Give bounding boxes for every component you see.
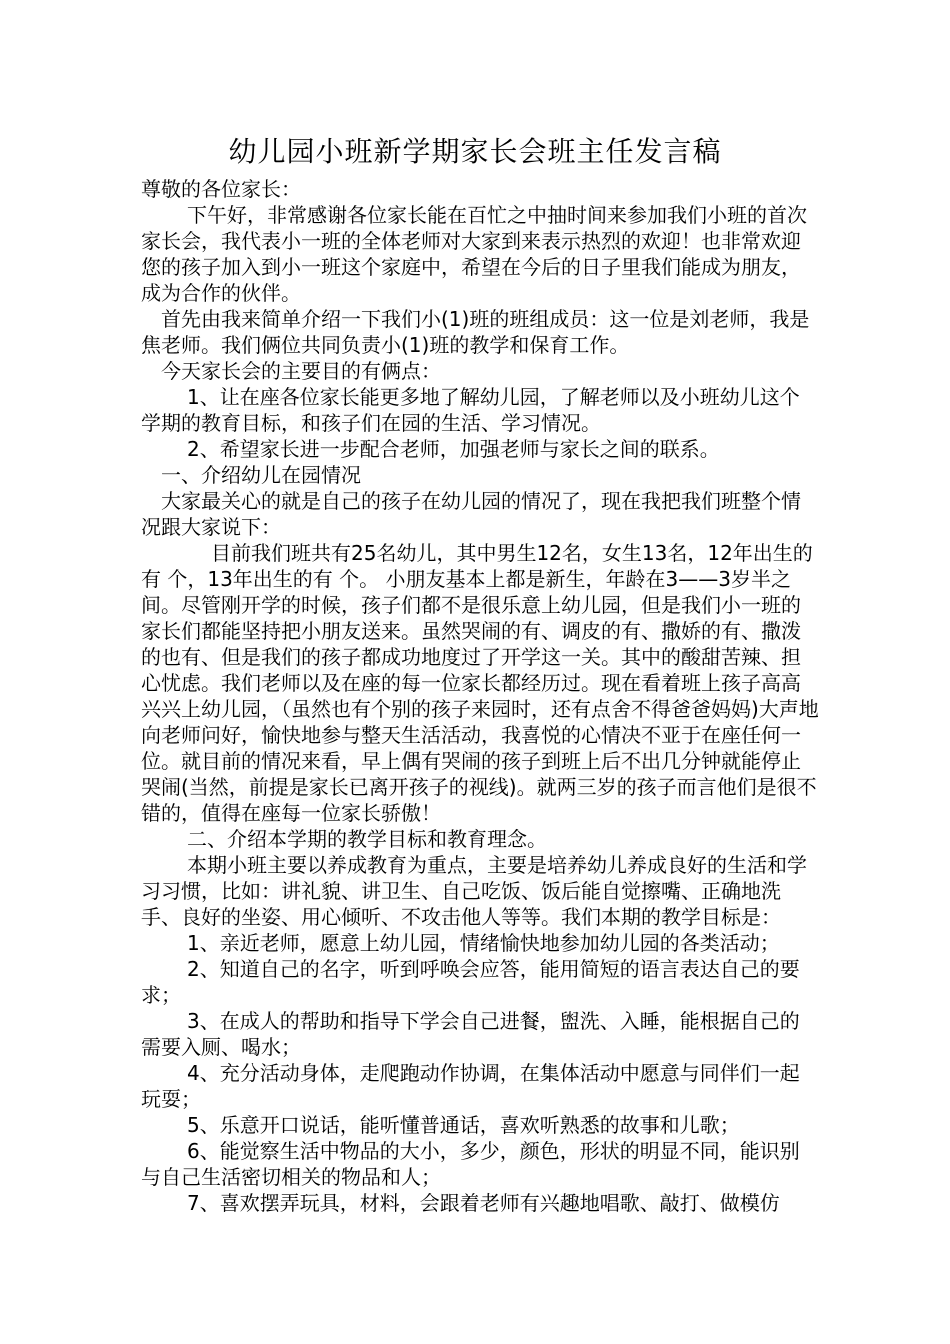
- list-item-goal-7: 7、喜欢摆弄玩具，材料，会跟着老师有兴趣地唱歌、敲打、做模仿: [187, 1191, 780, 1215]
- list-item-goal-4: 4、充分活动身体，走爬跑动作协调，在集体活动中愿意与同伴们一起玩耍；: [141, 1061, 800, 1111]
- paragraph-purpose: 今天家长会的主要目的有俩点：: [161, 359, 441, 383]
- paragraph-class-details: 目前我们班共有25名幼儿，其中男生12名，女生13名，12年出生的有 个，13年出生的有 个。 小朋友基本上都是新生，年龄在3——3岁半之间。尽管刚开学的时候，孩子们都不是很乐意上幼儿园，但是我们小一班的家长们都能坚持把小朋友送来。虽然哭闹的有、调皮的有、撒娇的有、撒泼的也有、但是我们的孩子都成功地度过了开学这一关。其中的酸甜苦辣、担心忧虑。我们老师以及在座的每一位家长都经历过。现在看着班上孩子高高兴兴上幼儿园，（虽然也有个别的孩子来园时，还有点舍不得爸爸妈妈)大声地向老师问好，愉快地参与整天生活活动，我喜悦的心情决不亚于在座任何一位。就目前的情况来看，早上偶有哭闹的孩子到班上后不出几分钟就能停止哭闹(当然，前提是家长已离开孩子的视线)。就两三岁的孩子而言他们是很不错的，值得在座每一位家长骄傲！: [141, 541, 819, 825]
- list-item-goal-6: 6、能觉察生活中物品的大小，多少，颜色，形状的明显不同，能识别与自己生活密切相关的物品和人；: [141, 1139, 800, 1189]
- paragraph-class-situation: 大家最关心的就是自己的孩子在幼儿园的情况了，现在我把我们班整个情况跟大家说下：: [141, 489, 801, 539]
- section-heading-1: 一、介绍幼儿在园情况: [161, 463, 361, 487]
- document-title: 幼儿园小班新学期家长会班主任发言稿: [228, 135, 722, 168]
- list-item-purpose-1: 1、让在座各位家长能更多地了解幼儿园，了解老师以及小班幼儿这个学期的教育目标，和孩子们在园的生活、学习情况。: [141, 385, 800, 435]
- greeting: 尊敬的各位家长：: [141, 177, 301, 201]
- document-body: [141, 176, 819, 1216]
- paragraph-welcome: 下午好，非常感谢各位家长能在百忙之中抽时间来参加我们小班的首次家长会，我代表小一班的全体老师对大家到来表示热烈的欢迎！也非常欢迎您的孩子加入到小一班这个家庭中，希望在今后的日子里我们能成为朋友，成为合作的伙伴。: [141, 203, 807, 305]
- list-item-goal-1: 1、亲近老师，愿意上幼儿园，情绪愉快地参加幼儿园的各类活动；: [187, 931, 780, 955]
- list-item-purpose-2: 2、希望家长进一步配合老师，加强老师与家长之间的联系。: [187, 437, 720, 461]
- list-item-goal-5: 5、乐意开口说话，能听懂普通话，喜欢听熟悉的故事和儿歌；: [187, 1113, 740, 1137]
- list-item-goal-2: 2、知道自己的名字，听到呼唤会应答，能用简短的语言表达自己的要求；: [141, 957, 800, 1007]
- section-heading-2: 二、介绍本学期的教学目标和教育理念。: [187, 827, 547, 851]
- list-item-goal-3: 3、在成人的帮助和指导下学会自己进餐，盥洗、入睡，能根据自己的需要入厕、喝水；: [141, 1009, 800, 1059]
- paragraph-teaching-focus: 本期小班主要以养成教育为重点，主要是培养幼儿养成良好的生活和学习习惯，比如：讲礼貌、讲卫生、自己吃饭、饭后能自觉擦嘴、正确地洗手、良好的坐姿、用心倾听、不攻击他人等等。我们本期的教学目标是：: [141, 853, 807, 929]
- paragraph-team-intro: 首先由我来简单介绍一下我们小(1)班的班组成员：这一位是刘老师，我是焦老师。我们俩位共同负责小(1)班的教学和保育工作。: [141, 307, 810, 357]
